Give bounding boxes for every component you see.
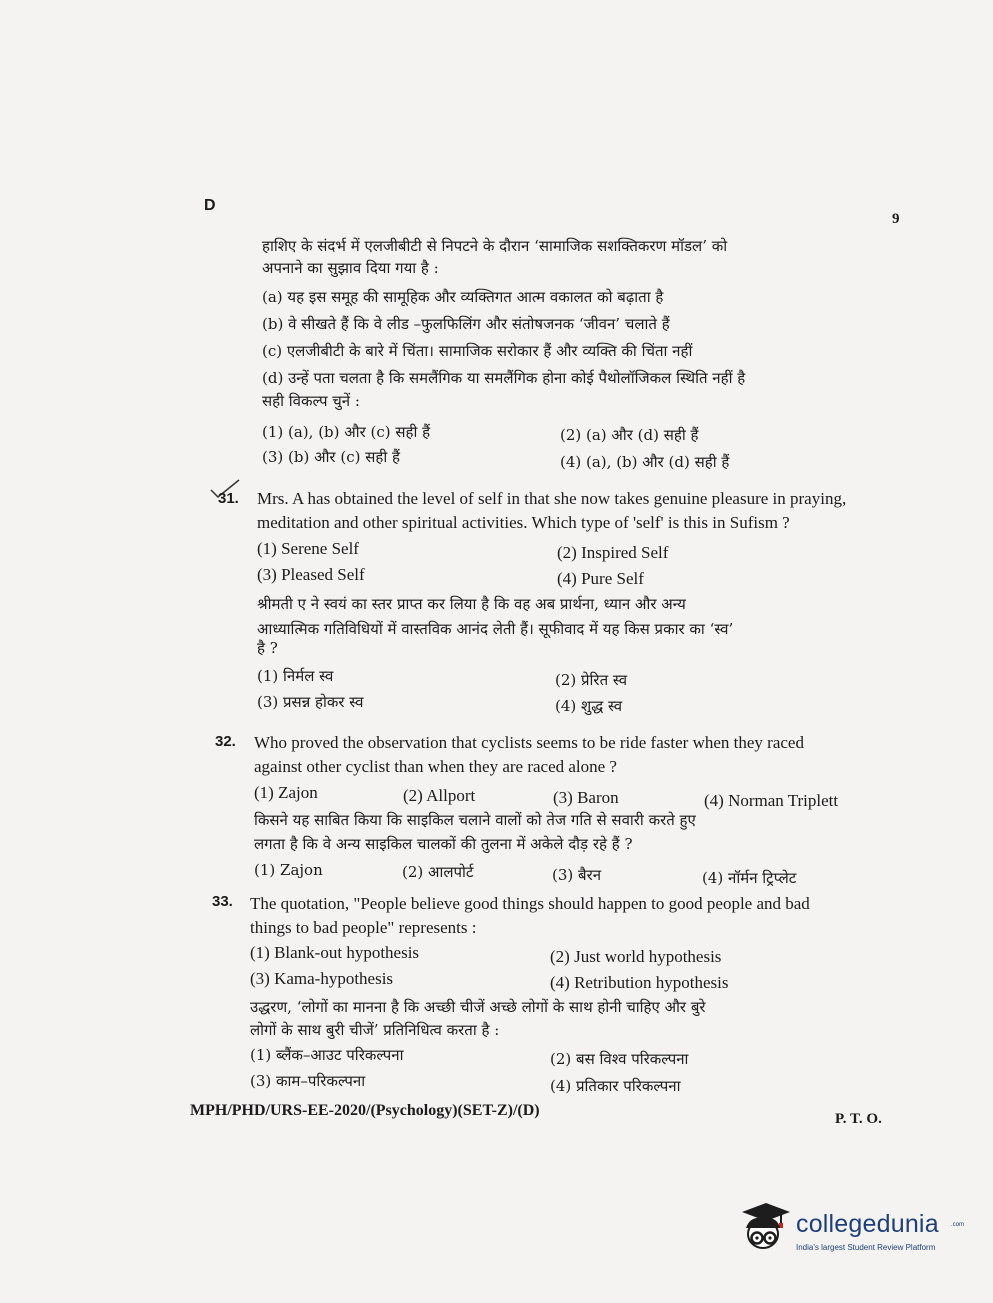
option-1-hindi: (1) Zajon <box>254 861 323 879</box>
option-2-hindi: (2) बस विश्व परिकल्पना <box>550 1050 689 1068</box>
option-1: (1) (a), (b) और (c) सही हैं <box>262 423 431 441</box>
option-1: (1) Zajon <box>254 783 318 802</box>
question-text-hindi: लगता है कि वे अन्य साइकिल चालकों की तुलना में अकेले दौड़ रहे हैं ? <box>254 835 633 853</box>
statement-c: (c) एलजीबीटी के बारे में चिंता। सामाजिक सरोकार हैं और व्यक्ति की चिंता नहीं <box>262 342 693 360</box>
option-1-hindi: (1) निर्मल स्व <box>257 667 334 685</box>
question-text: अपनाने का सुझाव दिया गया है : <box>262 259 439 277</box>
option-2: (2) (a) और (d) सही हैं <box>560 426 699 444</box>
option-4: (4) (a), (b) और (d) सही हैं <box>560 453 730 471</box>
statement-a: (a) यह इस समूह की सामूहिक और व्यक्तिगत आत्म वकालत को बढ़ाता है <box>262 288 664 306</box>
option-2: (2) Just world hypothesis <box>550 947 722 966</box>
question-text: The quotation, "People believe good things should happen to good people and bad <box>250 894 810 913</box>
paper-code: MPH/PHD/URS-EE-2020/(Psychology)(SET-Z)/(D) <box>190 1102 540 1119</box>
option-1: (1) Serene Self <box>257 539 359 558</box>
option-4: (4) Norman Triplett <box>704 791 839 810</box>
option-3-hindi: (3) बैरन <box>552 866 602 884</box>
option-3-hindi: (3) काम–परिकल्पना <box>250 1072 366 1090</box>
question-number: 33. <box>212 893 233 910</box>
option-3: (3) Kama-hypothesis <box>250 969 394 988</box>
brand-suffix: .com <box>951 1222 965 1228</box>
question-text-hindi: है ? <box>257 639 278 657</box>
question-text-hindi: उद्धरण, ‘लोगों का मानना है कि अच्छी चीजें अच्छे लोगों के साथ होनी चाहिए और बुरे <box>250 998 706 1016</box>
option-1-hindi: (1) ब्लैंक–आउट परिकल्पना <box>250 1046 404 1064</box>
option-4: (4) Pure Self <box>557 569 644 588</box>
option-1: (1) Blank-out hypothesis <box>250 943 420 962</box>
option-3: (3) Baron <box>553 788 619 807</box>
pto-label: P. T. O. <box>835 1111 882 1127</box>
question-text-hindi: किसने यह साबित किया कि साइकिल चलाने वालों को तेज गति से सवारी करते हुए <box>254 811 696 829</box>
option-4: (4) Retribution hypothesis <box>550 973 729 992</box>
option-2: (2) Allport <box>403 786 476 805</box>
question-text: हाशिए के संदर्भ में एलजीबीटी से निपटने के दौरान ‘सामाजिक सशक्तिकरण मॉडल’ को <box>262 237 728 255</box>
brand-name: collegedunia <box>796 1210 939 1238</box>
student-mascot-icon <box>736 1200 794 1252</box>
question-text-hindi: आध्यात्मिक गतिविधियों में वास्तविक आनंद लेती हैं। सूफीवाद में यह किस प्रकार का ‘स्व’ <box>257 620 734 638</box>
question-text: Who proved the observation that cyclists seems to be ride faster when they raced <box>254 733 804 752</box>
question-text: meditation and other spiritual activities. Which type of 'self' is this in Sufism ? <box>257 513 790 532</box>
option-2: (2) Inspired Self <box>557 543 669 562</box>
option-3: (3) (b) और (c) सही हैं <box>262 448 400 466</box>
question-text: against other cyclist than when they are raced alone ? <box>254 757 617 776</box>
instruction: सही विकल्प चुनें : <box>262 392 360 410</box>
option-4-hindi: (4) नॉर्मन ट्रिप्लेट <box>702 869 797 887</box>
question-text: things to bad people" represents : <box>250 918 477 937</box>
option-4-hindi: (4) शुद्ध स्व <box>555 697 623 715</box>
statement-b: (b) वे सीखते हैं कि वे लीड –फुलफिलिंग और संतोषजनक ‘जीवन’ चलाते हैं <box>262 315 670 333</box>
question-text-hindi: लोगों के साथ बुरी चीजें’ प्रतिनिधित्व करता है : <box>250 1021 500 1039</box>
question-text-hindi: श्रीमती ए ने स्वयं का स्तर प्राप्त कर लिया है कि वह अब प्रार्थना, ध्यान और अन्य <box>257 595 686 613</box>
option-3: (3) Pleased Self <box>257 565 365 584</box>
set-letter: D <box>204 197 216 214</box>
option-2-hindi: (2) प्रेरित स्व <box>555 671 628 689</box>
option-2-hindi: (2) आलपोर्ट <box>402 863 474 881</box>
brand-tagline: India's largest Student Review Platform <box>796 1243 936 1252</box>
option-4-hindi: (4) प्रतिकार परिकल्पना <box>550 1077 681 1095</box>
option-3-hindi: (3) प्रसन्न होकर स्व <box>257 693 364 711</box>
question-number: 31. <box>218 490 239 507</box>
question-number: 32. <box>215 733 236 750</box>
question-text: Mrs. A has obtained the level of self in that she now takes genuine pleasure in praying, <box>257 489 847 508</box>
page-number: 9 <box>892 211 900 227</box>
statement-d: (d) उन्हें पता चलता है कि समलैंगिक या समलैंगिक होना कोई पैथोलॉजिकल स्थिति नहीं है <box>262 369 746 387</box>
